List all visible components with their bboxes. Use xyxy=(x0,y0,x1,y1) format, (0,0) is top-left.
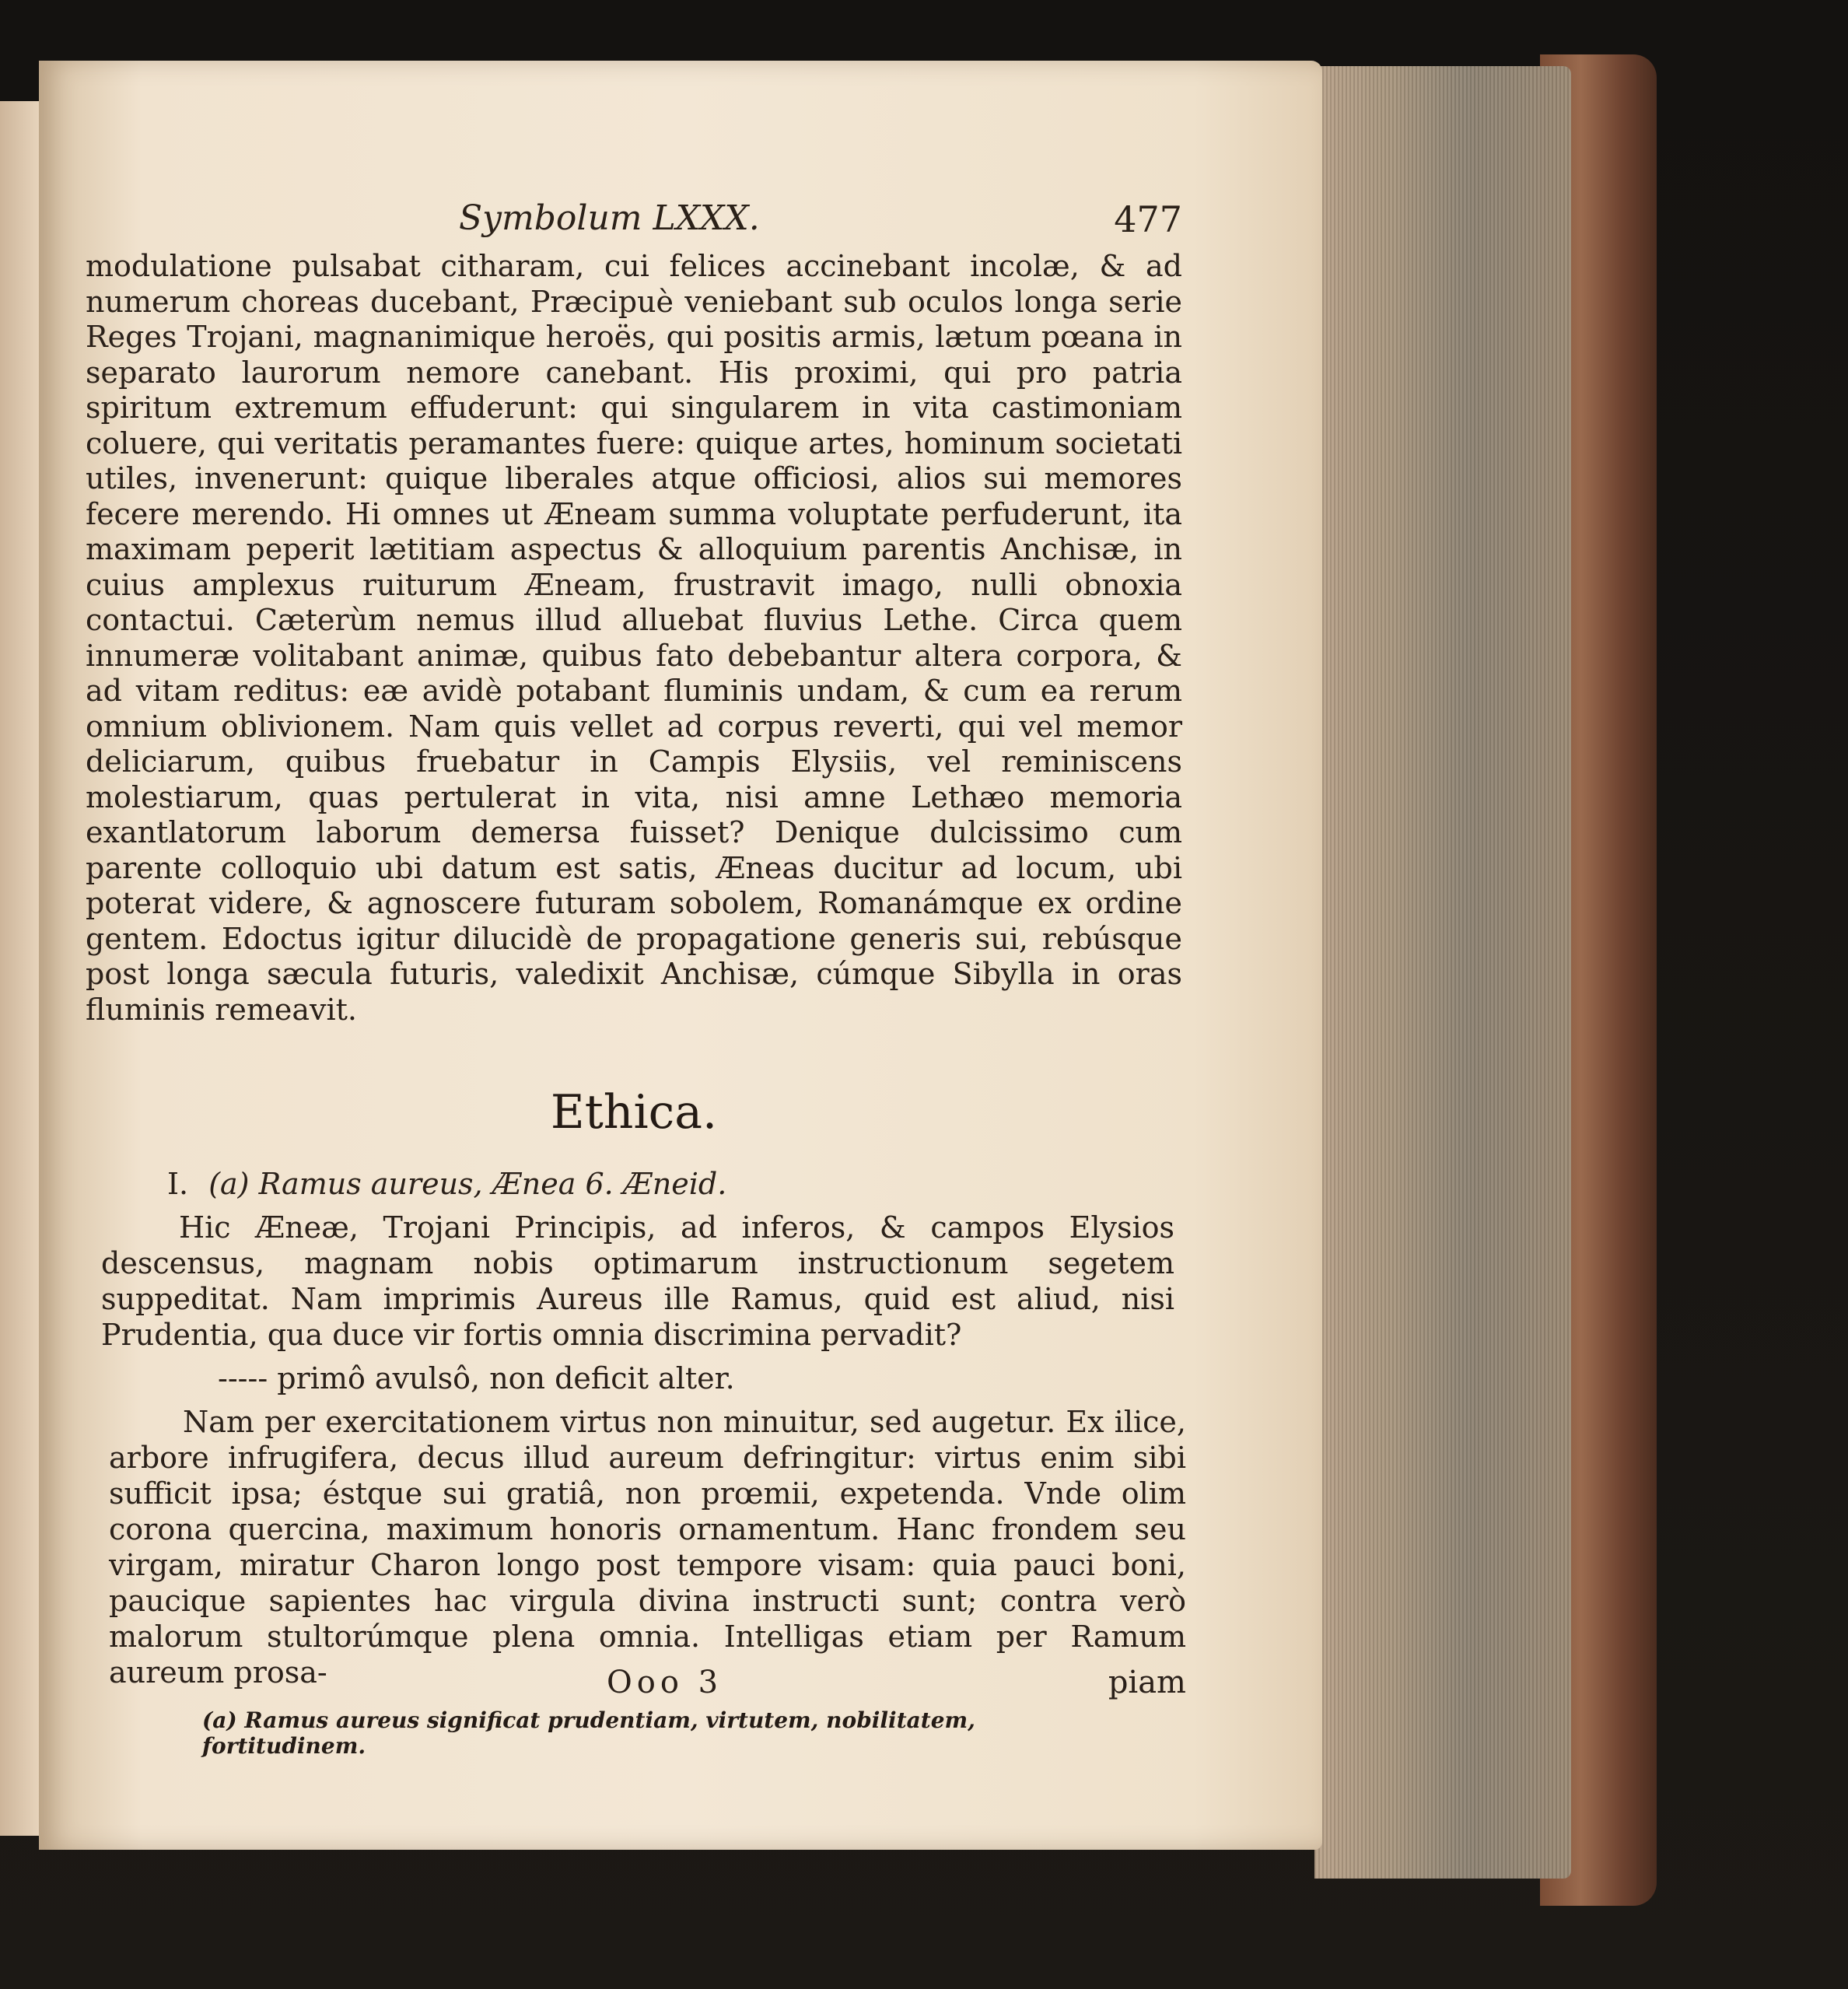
signature-mark: Ooo 3 xyxy=(607,1665,723,1700)
section-item xyxy=(167,1167,1178,1201)
ethica-paragraph-1: Hic Æneæ, Trojani Principis, ad inferos, & campos Elysios descensus, magnam nobis optimarum instructionum segetem suppeditat. Nam imprimis Aureus ille Ramus, quid est aliud, nisi Prudentia, qua duce vir fortis omnia discrimina pervadit? xyxy=(101,1210,1174,1352)
page-number: 477 xyxy=(1114,198,1182,240)
item-number: I. xyxy=(167,1167,189,1201)
page-block-edges xyxy=(1314,66,1571,1879)
body-paragraph: modulatione pulsabat citharam, cui felices accinebant incolæ, & ad numerum choreas ducebant, Præcipuè veniebant sub oculos longa serie Reges Trojani, magnanimique heroës, qui positis armis, lætum pœana in separato laurorum nemore canebant. His proximi, qui pro patria spiritum extremum effuderunt: qui singularem in vita castimoniam coluere, qui veritatis peramantes fuere: quique artes, hominum societati utiles, invenerunt: quique liberales atque officiosi, alios sui memores fecere merendo. Hi omnes ut Æneam summa voluptate perfuderunt, ita maximam peperit lætitiam aspectus & alloquium parentis Anchisæ, in cuius amplexus ruiturum Æneam, frustravit imago, nulli obnoxia contactui. Cæterùm nemus illud alluebat fluvius Lethe. Circa quem innumeræ volitabant animæ, quibus fato debebantur altera corpora, & ad vitam reditus: eæ avidè potabant fluminis undam, & cum ea rerum omnium oblivionem. Nam quis vellet ad corpus reverti, qui vel memor deliciarum, quibus fruebatur in Campis Elysiis, vel reminiscens molestiarum, quas pertulerat in vita, nisi amne Lethæo memoria exantlatorum laborum demersa fuisset? Denique dulcissimo cum parente colloquio ubi datum est satis, Æneas ducitur ad locum, ubi poterat videre, & agnoscere futuram sobolem, Romanámque ex ordine gentem. Edoctus igitur dilucidè de propagatione generis sui, rebúsque post longa sæcula futuris, valedixit Anchisæ, cúmque Sibylla in oras fluminis remeavit. xyxy=(86,249,1182,1027)
ethica-paragraph-2: Nam per exercitationem virtus non minuitur, sed augetur. Ex ilice, arbore infrugifera, decus illud aureum defringitur: virtus enim sibi sufficit ipsa; éstque sui gratiâ, non prœmii, expetenda. Vnde olim corona quercina, maximum honoris ornamentum. Hanc frondem seu virgam, miratur Charon longo post tempore visam: quia pauci boni, paucique sapientes hac virgula divina instructi sunt; contra verò malorum stultorúmque plena omnia. Intelligas etiam per Ramum aureum prosa- xyxy=(109,1405,1186,1690)
section-heading: Ethica. xyxy=(550,1085,718,1140)
running-title: Symbolum LXXX. xyxy=(459,198,760,238)
footnote: (a) Ramus aureus significat prudentiam, virtutem, nobilitatem, fortitudinem. xyxy=(202,1707,975,1759)
page-header xyxy=(86,198,1182,245)
verse-quote: ----- primô avulsô, non deficit alter. xyxy=(218,1361,735,1395)
item-label: (a) Ramus aureus, Ænea 6. Æneid. xyxy=(208,1167,727,1201)
catchword: piam xyxy=(1108,1665,1186,1700)
signature-line xyxy=(109,1665,1186,1704)
